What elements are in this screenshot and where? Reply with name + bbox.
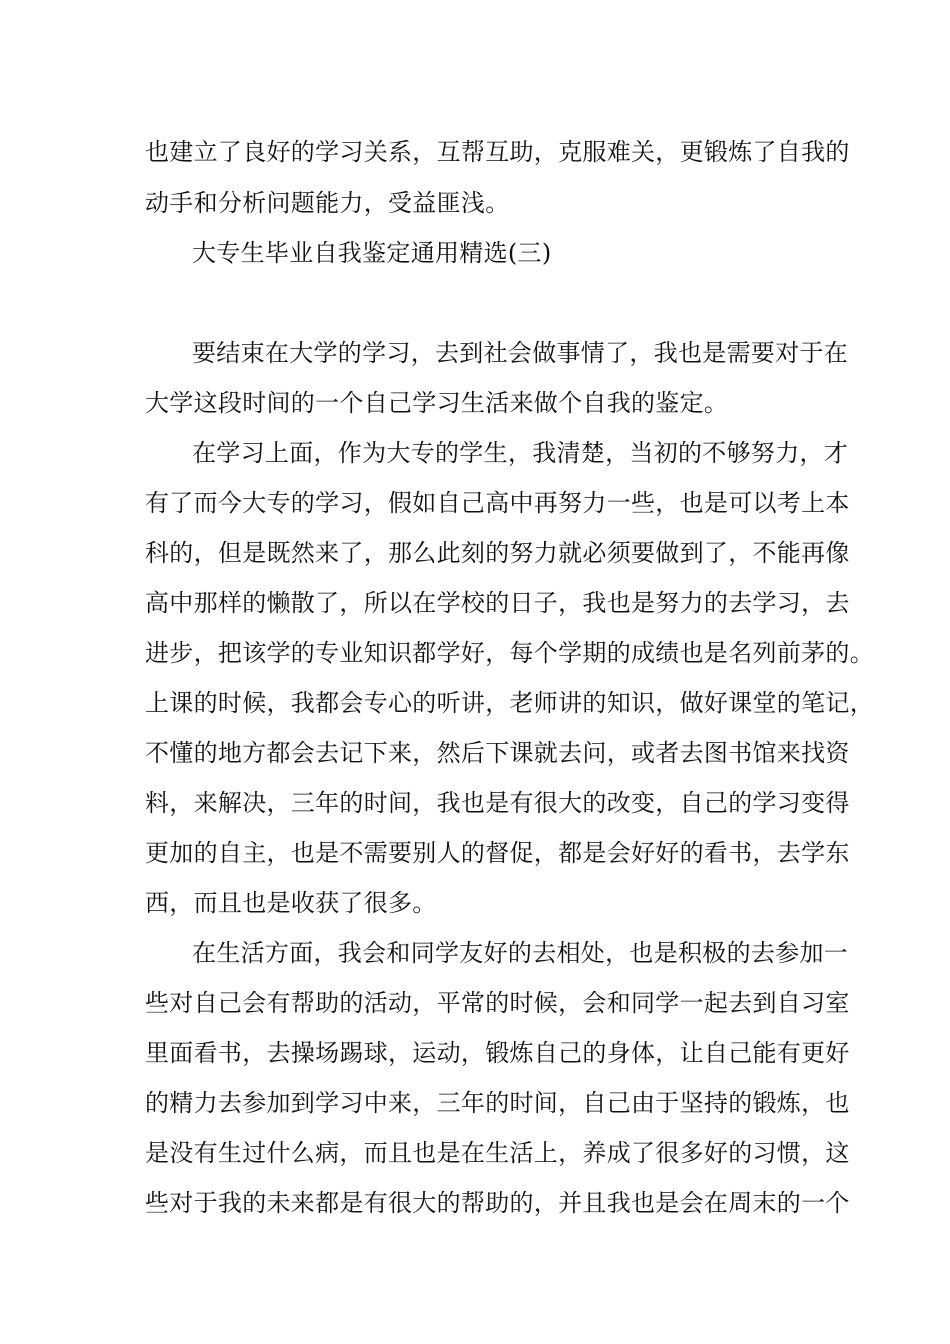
text-line: 要结束在大学的学习，去到社会做事情了，我也是需要对于在 — [192, 339, 849, 367]
text-line: 有了而今大专的学习，假如自己高中再努力一些，也是可以考上本 — [145, 489, 850, 517]
text-line: 上课的时候，我都会专心的听讲，老师讲的知识，做好课堂的笔记， — [145, 689, 874, 717]
section-heading: 大专生毕业自我鉴定通用精选(三) — [192, 239, 552, 267]
text-line: 在生活方面，我会和同学友好的去相处，也是积极的去参加一 — [192, 939, 849, 967]
text-line: 些对于我的未来都是有很大的帮助的，并且我也是会在周末的一个 — [145, 1189, 850, 1217]
text-line: 动手和分析问题能力，受益匪浅。 — [145, 189, 510, 217]
text-line: 也建立了良好的学习关系，互帮互助，克服难关，更锻炼了自我的 — [145, 138, 850, 166]
text-line: 里面看书，去操场踢球，运动，锻炼自己的身体，让自己能有更好 — [145, 1039, 850, 1067]
text-line: 些对自己会有帮助的活动，平常的时候，会和同学一起去到自习室 — [145, 989, 850, 1017]
text-line: 料，来解决，三年的时间，我也是有很大的改变，自己的学习变得 — [145, 789, 850, 817]
text-line: 西，而且也是收获了很多。 — [145, 889, 437, 917]
text-line: 不懂的地方都会去记下来，然后下课就去问，或者去图书馆来找资 — [145, 739, 850, 767]
text-line: 是没有生过什么病，而且也是在生活上，养成了很多好的习惯，这 — [145, 1139, 850, 1167]
text-line: 科的，但是既然来了，那么此刻的努力就必须要做到了，不能再像 — [145, 539, 850, 567]
text-line: 大学这段时间的一个自己学习生活来做个自我的鉴定。 — [145, 389, 729, 417]
text-line: 高中那样的懒散了，所以在学校的日子，我也是努力的去学习，去 — [145, 589, 850, 617]
text-line: 在学习上面，作为大专的学生，我清楚，当初的不够努力，才 — [192, 439, 849, 467]
text-line: 进步，把该学的专业知识都学好，每个学期的成绩也是名列前茅的。 — [145, 639, 874, 667]
text-line: 更加的自主，也是不需要别人的督促，都是会好好的看书，去学东 — [145, 839, 850, 867]
text-line: 的精力去参加到学习中来，三年的时间，自己由于坚持的锻炼，也 — [145, 1089, 850, 1117]
